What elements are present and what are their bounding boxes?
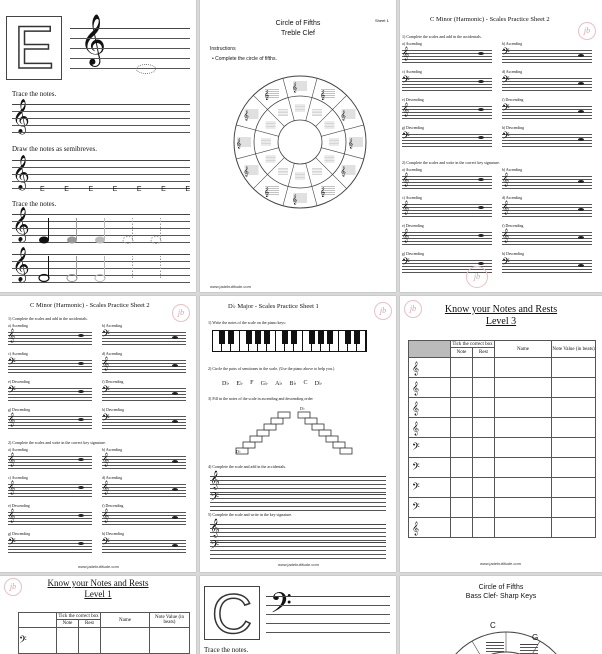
treble-clef-icon: 𝄞 — [210, 518, 220, 537]
circle-of-fifths-wheel — [232, 74, 368, 210]
scale-note-mark — [78, 334, 84, 337]
svg-text:𝄞: 𝄞 — [320, 187, 326, 198]
scale-note: G♭ — [260, 381, 268, 387]
sheet-title: D♭ Major - Scales Practice Sheet 1 — [228, 303, 319, 310]
treble-clef-icon: 𝄞 — [8, 480, 16, 494]
scale-note-mark — [578, 264, 584, 267]
letter-e: E — [64, 186, 69, 193]
table-row — [409, 418, 596, 438]
scale-label: a) Ascending — [402, 42, 422, 46]
black-key[interactable] — [246, 331, 252, 344]
scale-label: c) Ascending — [402, 70, 422, 74]
treble-clef-icon: 𝄞 — [12, 207, 30, 242]
mini-staff — [486, 642, 504, 652]
trace-label: Trace the notes. — [12, 90, 57, 98]
tick-rest-cell[interactable] — [473, 358, 495, 378]
footer: www.jadebultitude.com — [210, 284, 251, 289]
black-key[interactable] — [318, 331, 324, 344]
scale-note-mark — [78, 542, 84, 545]
scale-note-mark — [78, 514, 84, 517]
scale-label: g) Descending — [8, 408, 31, 412]
value-cell[interactable] — [552, 438, 596, 458]
col-rest: Rest — [473, 348, 495, 358]
table-row — [409, 398, 596, 418]
scale-note-mark — [478, 52, 484, 55]
big-letter-c: C — [204, 586, 260, 640]
scale-note-mark — [172, 516, 178, 519]
black-key[interactable] — [264, 331, 270, 344]
black-key[interactable] — [309, 331, 315, 344]
traced-crotchets — [36, 212, 186, 246]
letter-e: E — [112, 186, 118, 193]
black-key[interactable] — [327, 331, 333, 344]
scale-note-mark — [172, 392, 178, 395]
treble-clef-icon: 𝄞 — [412, 380, 420, 395]
scale-note-mark — [78, 458, 84, 461]
sheet-title: C Minor (Harmonic) - Scales Practice Sheet 2 — [30, 302, 150, 309]
bass-clef-icon: 𝄢 — [210, 491, 220, 507]
scale-note-mark — [172, 336, 178, 339]
col-name: Name — [495, 341, 552, 358]
tick-note-cell[interactable] — [451, 418, 473, 438]
scale-label: a) Ascending — [8, 324, 28, 328]
stair-bottom-note: D♭ — [236, 449, 241, 454]
scale-note-mark — [78, 418, 84, 421]
worksheet-know-notes-3[interactable] — [400, 296, 602, 572]
scale-staircase — [228, 402, 358, 458]
scale-note-mark — [478, 108, 484, 111]
question-2: 2) Circle the pairs of semitones in the scale. (Use the piano above to help you.) — [208, 366, 335, 371]
scale-note: A♭ — [275, 381, 283, 387]
treble-clef-icon: 𝄞 — [8, 452, 16, 466]
treble-clef-icon: 𝄞 — [8, 508, 16, 522]
treble-clef-icon: 𝄞 — [80, 14, 107, 65]
scale-label: g) Descending — [402, 126, 425, 130]
jb-logo-icon: jb — [374, 302, 392, 320]
treble-clef-icon: 𝄞 — [412, 360, 420, 375]
treble-clef-icon: 𝄞 — [210, 470, 220, 489]
instructions-heading: Instructions — [210, 46, 236, 52]
white-key[interactable] — [276, 331, 285, 351]
scale-note-mark — [478, 80, 484, 83]
scale-note-mark — [172, 460, 178, 463]
stair-top-note: D♭ — [300, 406, 305, 411]
scale-note-mark — [172, 544, 178, 547]
treble-clef-icon: 𝄞 — [8, 412, 16, 426]
svg-text:𝄞: 𝄞 — [320, 90, 326, 101]
scale-note-mark — [578, 54, 584, 57]
tick-rest-cell[interactable] — [473, 498, 495, 518]
worksheet-know-notes-1[interactable] — [0, 576, 196, 654]
staff-q5 — [210, 524, 386, 541]
bass-clef-icon: 𝄢 — [412, 460, 420, 475]
scale-note-mark — [478, 262, 484, 265]
col-value: Note Value (in beats) — [150, 613, 190, 628]
jb-logo-icon: jb — [404, 300, 422, 318]
name-cell[interactable] — [495, 358, 552, 378]
treble-clef-icon: 𝄞 — [12, 99, 30, 134]
scale-label: b) Ascending — [102, 448, 123, 452]
bass-clef-icon: 𝄢 — [8, 384, 16, 398]
staff-q4b — [210, 491, 386, 511]
black-key[interactable] — [255, 331, 261, 344]
scale-label: f) Descending — [102, 504, 124, 508]
bass-clef-icon: 𝄢 — [412, 440, 420, 455]
instruction-text: Complete the circle of fifths. — [215, 56, 277, 62]
worksheet-circle-bass[interactable] — [400, 576, 602, 654]
value-cell[interactable] — [552, 358, 596, 378]
col-rest: Rest — [79, 620, 101, 628]
bass-clef-icon: 𝄢 — [502, 102, 510, 116]
traced-minims — [36, 250, 186, 284]
key-label-g: G — [532, 633, 539, 642]
question-1: 1) Write the notes of the scale on the piano keys: — [208, 320, 286, 325]
bass-clef-icon: 𝄢 — [502, 74, 510, 88]
notes-table — [18, 612, 190, 654]
treble-clef-icon: 𝄞 — [402, 200, 410, 214]
scale-note-mark — [172, 488, 178, 491]
col-note: Note — [451, 348, 473, 358]
tick-note-cell[interactable] — [451, 478, 473, 498]
key-label-c: C — [490, 621, 496, 630]
bass-clef-icon: 𝄢 — [502, 46, 510, 60]
footer: www.jadebultitude.com — [480, 561, 521, 566]
worksheet-subtitle: Level 3 — [485, 316, 517, 327]
scale-label: h) Descending — [102, 408, 125, 412]
scale-label: c) Ascending — [402, 196, 422, 200]
worksheet-title: Know your Notes and Rests — [444, 304, 558, 315]
name-cell[interactable] — [495, 418, 552, 438]
scale-label: b) Ascending — [502, 42, 523, 46]
value-cell[interactable] — [552, 458, 596, 478]
col-value: Note Value (in beats) — [552, 341, 596, 358]
scale-note-mark — [578, 138, 584, 141]
bass-clef-icon: 𝄢 — [402, 74, 410, 88]
bass-clef-icon: 𝄢 — [102, 536, 110, 550]
scale-label: e) Descending — [8, 504, 30, 508]
jb-logo-icon: jb — [578, 22, 596, 40]
treble-clef-icon: 𝄞 — [102, 452, 110, 466]
circle-title: Circle of Fifths — [275, 20, 321, 27]
letter-e: E — [88, 186, 94, 193]
letter-e: E — [161, 186, 166, 193]
table-row — [409, 458, 596, 478]
staff-q4 — [210, 476, 386, 493]
tick-rest-cell[interactable] — [473, 458, 495, 478]
piano-keyboard[interactable] — [212, 330, 367, 352]
treble-clef-icon: 𝄞 — [12, 155, 30, 190]
scale-note-row — [222, 380, 322, 387]
tick-note-cell[interactable] — [451, 378, 473, 398]
treble-clef-icon: 𝄞 — [402, 46, 410, 60]
trace-label: Trace the notes. — [204, 646, 249, 654]
tick-note-cell[interactable] — [451, 518, 473, 538]
scale-note-mark — [78, 486, 84, 489]
scale-note: B♭ — [289, 381, 297, 387]
scale-label: e) Descending — [402, 98, 424, 102]
scale-label: f) Descending — [502, 98, 524, 102]
question-5: 5) Complete the scale and write in the key signature. — [208, 512, 293, 517]
worksheet-title: Know your Notes and Rests — [47, 578, 149, 588]
name-cell[interactable] — [495, 378, 552, 398]
value-cell[interactable] — [552, 498, 596, 518]
sheet-tag: Sheet 1 — [375, 18, 389, 23]
col-note: Note — [57, 620, 79, 628]
tick-rest-cell[interactable] — [473, 418, 495, 438]
instruction-bullet: • Complete the circle of fifths. — [212, 56, 277, 62]
treble-clef-icon: 𝄞 — [402, 102, 410, 116]
name-cell[interactable] — [495, 398, 552, 418]
treble-clef-icon: 𝄞 — [8, 328, 16, 342]
bass-clef-icon: 𝄢 — [502, 256, 510, 270]
treble-clef-icon: 𝄞 — [502, 200, 510, 214]
svg-text:𝄞: 𝄞 — [340, 111, 346, 121]
value-cell[interactable] — [552, 518, 596, 538]
question-1: 1) Complete the scales and add in the accidentals. — [402, 34, 482, 39]
staff-q5b — [210, 539, 386, 559]
value-cell[interactable] — [552, 418, 596, 438]
svg-text:𝄞: 𝄞 — [264, 90, 270, 101]
treble-clef-icon: 𝄞 — [102, 480, 110, 494]
scale-label: e) Descending — [402, 224, 424, 228]
worksheet-c[interactable] — [200, 576, 396, 654]
name-cell[interactable] — [495, 438, 552, 458]
circle-subtitle: Treble Clef — [281, 30, 315, 37]
scale-note-mark — [78, 390, 84, 393]
sheet-title: C Minor (Harmonic) - Scales Practice Sheet 2 — [430, 16, 550, 23]
scale-label: f) Descending — [102, 380, 124, 384]
scale-label: h) Descending — [502, 126, 525, 130]
scale-note: D♭ — [222, 381, 230, 387]
big-letter-e: E — [6, 16, 62, 80]
scale-note-mark — [478, 206, 484, 209]
scale-note: F — [250, 380, 254, 386]
tick-rest-cell[interactable] — [473, 378, 495, 398]
col-tick: Tick the correct box — [58, 613, 99, 619]
bass-clef-icon: 𝄢 — [102, 328, 110, 342]
scale-note-mark — [578, 180, 584, 183]
bass-clef-icon: 𝄢 — [8, 536, 16, 550]
table-row — [409, 478, 596, 498]
value-cell[interactable] — [552, 378, 596, 398]
scale-label: f) Descending — [502, 224, 524, 228]
white-key[interactable] — [339, 331, 348, 351]
black-key[interactable] — [291, 331, 297, 344]
svg-text:𝄞: 𝄞 — [264, 187, 270, 198]
scale-label: c) Ascending — [8, 352, 28, 356]
question-3: 3) Fill in the notes of the scale in ascending and descending order — [208, 396, 313, 401]
question-1: 1) Complete the scales and add in the accidentals. — [8, 316, 88, 321]
treble-clef-icon: 𝄞 — [12, 247, 30, 282]
question-2: 2) Complete the scales and write in the correct key signature. — [8, 440, 106, 445]
question-4: 4) Complete the scale and add in the accidentals. — [208, 464, 287, 469]
table-row — [409, 438, 596, 458]
jb-logo-icon: jb — [466, 266, 488, 288]
footer: www.jadebultitude.com — [78, 564, 119, 569]
treble-clef-icon: 𝄞 — [102, 356, 110, 370]
circle-title: Circle of Fifths — [478, 584, 524, 591]
svg-text:𝄞: 𝄞 — [236, 139, 242, 149]
svg-text:𝄞: 𝄞 — [348, 139, 354, 149]
tick-rest-cell[interactable] — [473, 518, 495, 538]
white-key[interactable] — [303, 331, 312, 351]
tick-rest-cell[interactable] — [473, 478, 495, 498]
worksheet-subtitle: Level 1 — [84, 589, 112, 599]
scale-label: d) Ascending — [502, 70, 523, 74]
table-row — [409, 498, 596, 518]
bass-clef-icon: 𝄢 — [102, 412, 110, 426]
table-row — [409, 518, 596, 538]
name-cell[interactable] — [495, 498, 552, 518]
svg-text:𝄞: 𝄞 — [243, 167, 249, 177]
svg-text:𝄞: 𝄞 — [292, 195, 298, 205]
value-cell[interactable] — [552, 398, 596, 418]
svg-text:𝄞: 𝄞 — [243, 111, 249, 121]
bass-clef-icon: 𝄢 — [210, 539, 220, 555]
staff-top — [70, 28, 190, 69]
tick-note-cell[interactable] — [451, 438, 473, 458]
black-key[interactable] — [354, 331, 360, 344]
tick-note-cell[interactable] — [451, 398, 473, 418]
treble-clef-icon: 𝄞 — [412, 420, 420, 435]
bass-clef-icon: 𝄢 — [270, 587, 292, 627]
trace-label-2: Trace the notes. — [12, 200, 57, 208]
white-key[interactable] — [213, 331, 222, 351]
treble-clef-icon: 𝄞 — [402, 228, 410, 242]
black-key[interactable] — [282, 331, 288, 344]
staff-top — [266, 596, 390, 633]
scale-label: a) Ascending — [8, 448, 28, 452]
letter-e: E — [136, 186, 142, 193]
bass-clef-icon: 𝄢 — [402, 130, 410, 144]
worksheet-db-major[interactable] — [200, 296, 396, 572]
treble-clef-icon: 𝄞 — [412, 400, 420, 415]
tick-rest-cell[interactable] — [473, 438, 495, 458]
treble-clef-icon: 𝄞 — [102, 508, 110, 522]
treble-clef-icon: 𝄞 — [402, 172, 410, 186]
scale-note: C — [303, 380, 308, 386]
scale-label: e) Descending — [8, 380, 30, 384]
bass-clef-icon: 𝄢 — [412, 500, 420, 515]
treble-clef-icon: 𝄞 — [502, 228, 510, 242]
scale-note-mark — [172, 420, 178, 423]
col-name: Name — [101, 613, 150, 628]
scale-label: a) Ascending — [402, 168, 422, 172]
scale-note-mark — [78, 362, 84, 365]
bass-clef-icon: 𝄢 — [402, 256, 410, 270]
col-tick: Tick the correct box — [452, 341, 493, 347]
question-2: 2) Complete the scales and write in the correct key signature. — [402, 160, 500, 165]
jb-logo-icon: jb — [172, 304, 190, 322]
scale-label: g) Descending — [8, 532, 31, 536]
white-key[interactable] — [240, 331, 249, 351]
scale-label: h) Descending — [502, 252, 525, 256]
name-cell[interactable] — [495, 478, 552, 498]
scale-note-mark — [478, 136, 484, 139]
svg-text:𝄞: 𝄞 — [340, 167, 346, 177]
black-key[interactable] — [345, 331, 351, 344]
scale-label: d) Ascending — [102, 352, 123, 356]
scale-note-mark — [172, 364, 178, 367]
tick-note-cell[interactable] — [451, 358, 473, 378]
scale-note-mark — [578, 208, 584, 211]
bass-clef-icon: 𝄢 — [8, 356, 16, 370]
jb-logo-icon: jb — [4, 578, 22, 596]
scale-note-mark — [478, 234, 484, 237]
black-key[interactable] — [219, 331, 225, 344]
name-cell[interactable] — [495, 518, 552, 538]
bass-clef-icon: 𝄢 — [102, 384, 110, 398]
worksheet-e[interactable] — [0, 0, 196, 292]
value-cell[interactable] — [552, 478, 596, 498]
bass-clef-icon: 𝄢 — [412, 480, 420, 495]
scale-note-mark — [478, 178, 484, 181]
tick-note-cell[interactable] — [451, 498, 473, 518]
scale-note: E♭ — [236, 381, 243, 387]
black-key[interactable] — [228, 331, 234, 344]
scale-note-mark — [578, 236, 584, 239]
worksheet-c-minor-top[interactable] — [400, 0, 602, 292]
scale-label: b) Ascending — [502, 168, 523, 172]
notes-table — [408, 340, 596, 538]
name-cell[interactable] — [495, 458, 552, 478]
mini-staff — [520, 644, 538, 654]
treble-clef-icon: 𝄞 — [412, 520, 420, 535]
scale-label: d) Ascending — [502, 196, 523, 200]
scale-note-mark — [578, 82, 584, 85]
letter-e: E — [40, 186, 45, 193]
footer: www.jadebultitude.com — [278, 562, 319, 567]
scale-note-mark — [578, 110, 584, 113]
circle-of-fifths-wheel — [436, 630, 576, 654]
scale-label: d) Ascending — [102, 476, 123, 480]
letter-e: E — [185, 186, 190, 193]
draw-label: Draw the notes as semibreves. — [12, 145, 97, 153]
staff-draw — [12, 155, 190, 190]
scale-label: c) Ascending — [8, 476, 28, 480]
table-row — [409, 358, 596, 378]
scale-note: D♭ — [314, 381, 322, 387]
worksheet-c-minor-mid[interactable] — [0, 296, 196, 572]
scale-label: g) Descending — [402, 252, 425, 256]
circle-subtitle: Bass Clef- Sharp Keys — [465, 593, 537, 600]
svg-text:𝄞: 𝄞 — [292, 83, 298, 93]
tick-note-cell[interactable] — [451, 458, 473, 478]
bass-clef-icon: 𝄢 — [502, 130, 510, 144]
scale-label: b) Ascending — [102, 324, 123, 328]
dotted-note — [136, 64, 156, 74]
treble-clef-icon: 𝄞 — [502, 172, 510, 186]
staff-trace-1 — [12, 99, 190, 134]
tick-rest-cell[interactable] — [473, 398, 495, 418]
e-letters-row — [40, 186, 190, 193]
table-row — [409, 378, 596, 398]
scale-label: h) Descending — [102, 532, 125, 536]
worksheet-circle-treble[interactable] — [200, 0, 396, 292]
bass-clef-icon: 𝄢 — [19, 633, 27, 648]
